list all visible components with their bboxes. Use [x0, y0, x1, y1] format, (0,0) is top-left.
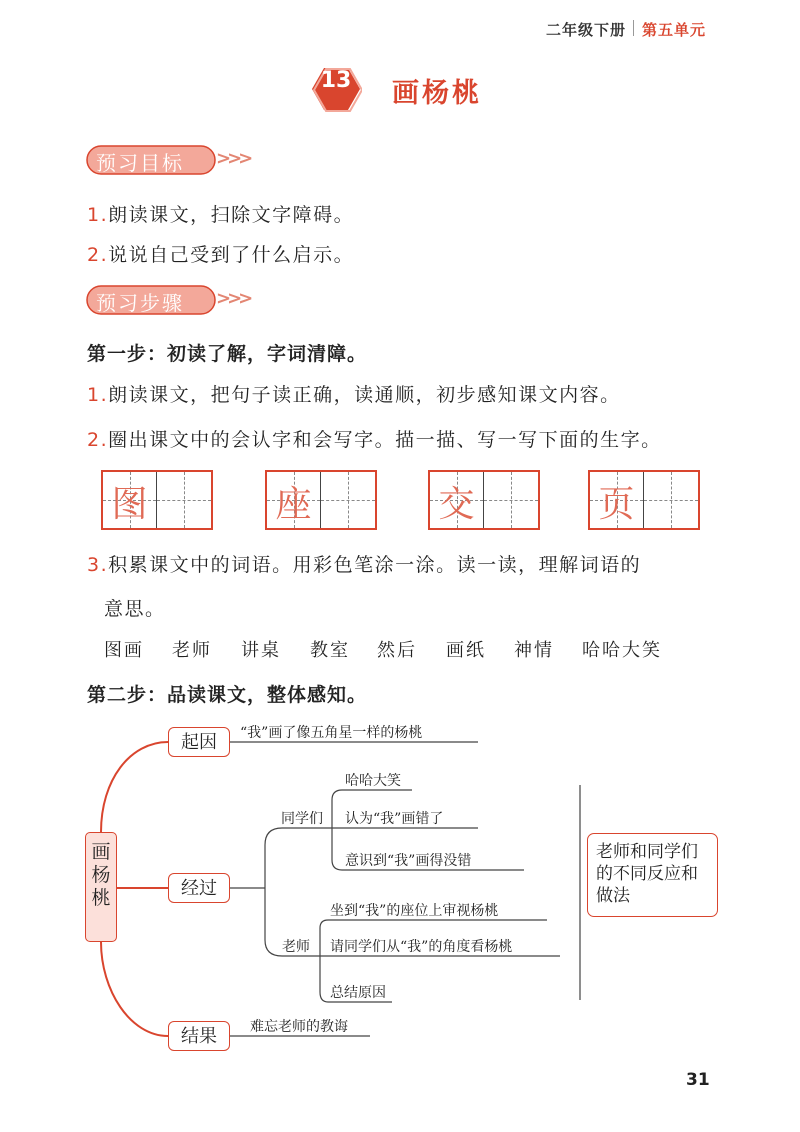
mindmap-process: 经过	[168, 873, 230, 903]
word-7[interactable]: 神情	[514, 640, 554, 661]
word-1[interactable]: 图画	[104, 640, 144, 661]
step2-title: 第二步：品读课文，整体感知。	[87, 684, 368, 706]
model-character: 座	[275, 484, 312, 525]
mindmap-result-detail: 难忘老师的教诲	[250, 1019, 348, 1035]
mindmap-classmates: 同学们	[281, 811, 323, 827]
model-character: 图	[111, 484, 148, 525]
model-character: 交	[438, 484, 475, 525]
goal-item-1: 1.朗读课文，扫除文字障碍。	[87, 204, 355, 226]
section-goals-text: 预习目标	[96, 151, 184, 175]
mindmap-teacher-item-1: 坐到“我”的座位上审视杨桃	[330, 903, 499, 919]
step1-item-1: 1.朗读课文，把句子读正确，读通顺，初步感知课文内容。	[87, 384, 621, 406]
header-unit: 第五单元	[642, 21, 707, 39]
word-5[interactable]: 然后	[377, 640, 417, 661]
lesson-title: 画杨桃	[392, 78, 482, 109]
mindmap-teacher-item-3: 总结原因	[330, 985, 386, 1001]
goal-item-2: 2.说说自己受到了什么启示。	[87, 244, 355, 266]
word-4[interactable]: 教室	[310, 640, 350, 661]
word-6[interactable]: 画纸	[446, 640, 486, 661]
model-character: 页	[598, 484, 635, 525]
step1-item-3-cont: 意思。	[104, 598, 166, 620]
mindmap-cause: 起因	[168, 727, 230, 757]
mindmap-classmates-item-3: 意识到“我”画得没错	[345, 853, 472, 869]
mindmap-cause-detail: “我”画了像五角星一样的杨桃	[240, 725, 423, 741]
section-steps-text: 预习步骤	[96, 291, 184, 315]
word-8[interactable]: 哈哈大笑	[582, 640, 662, 661]
lesson-number: 13	[320, 68, 352, 93]
header-grade: 二年级下册	[546, 21, 627, 39]
mindmap-teacher-item-2: 请同学们从“我”的角度看杨桃	[330, 939, 513, 955]
mindmap-root: 画杨桃	[85, 832, 117, 942]
mindmap-teacher: 老师	[282, 939, 310, 955]
mindmap-classmates-item-1: 哈哈大笑	[345, 773, 401, 789]
word-3[interactable]: 讲桌	[241, 640, 281, 661]
chevrons-icon: >>>	[216, 288, 250, 309]
step1-title: 第一步：初读了解，字词清障。	[87, 343, 368, 365]
mindmap-summary: 老师和同学们的不同反应和做法	[587, 833, 718, 917]
step1-item-3: 3.积累课文中的词语。用彩色笔涂一涂。读一读，理解词语的	[87, 554, 642, 576]
chevrons-icon: >>>	[216, 148, 250, 169]
mindmap-result: 结果	[168, 1021, 230, 1051]
word-2[interactable]: 老师	[172, 640, 212, 661]
mindmap-classmates-item-2: 认为“我”画错了	[345, 811, 444, 827]
step1-item-2: 2.圈出课文中的会认字和会写字。描一描、写一写下面的生字。	[87, 429, 662, 451]
page-number: 31	[686, 1070, 710, 1090]
